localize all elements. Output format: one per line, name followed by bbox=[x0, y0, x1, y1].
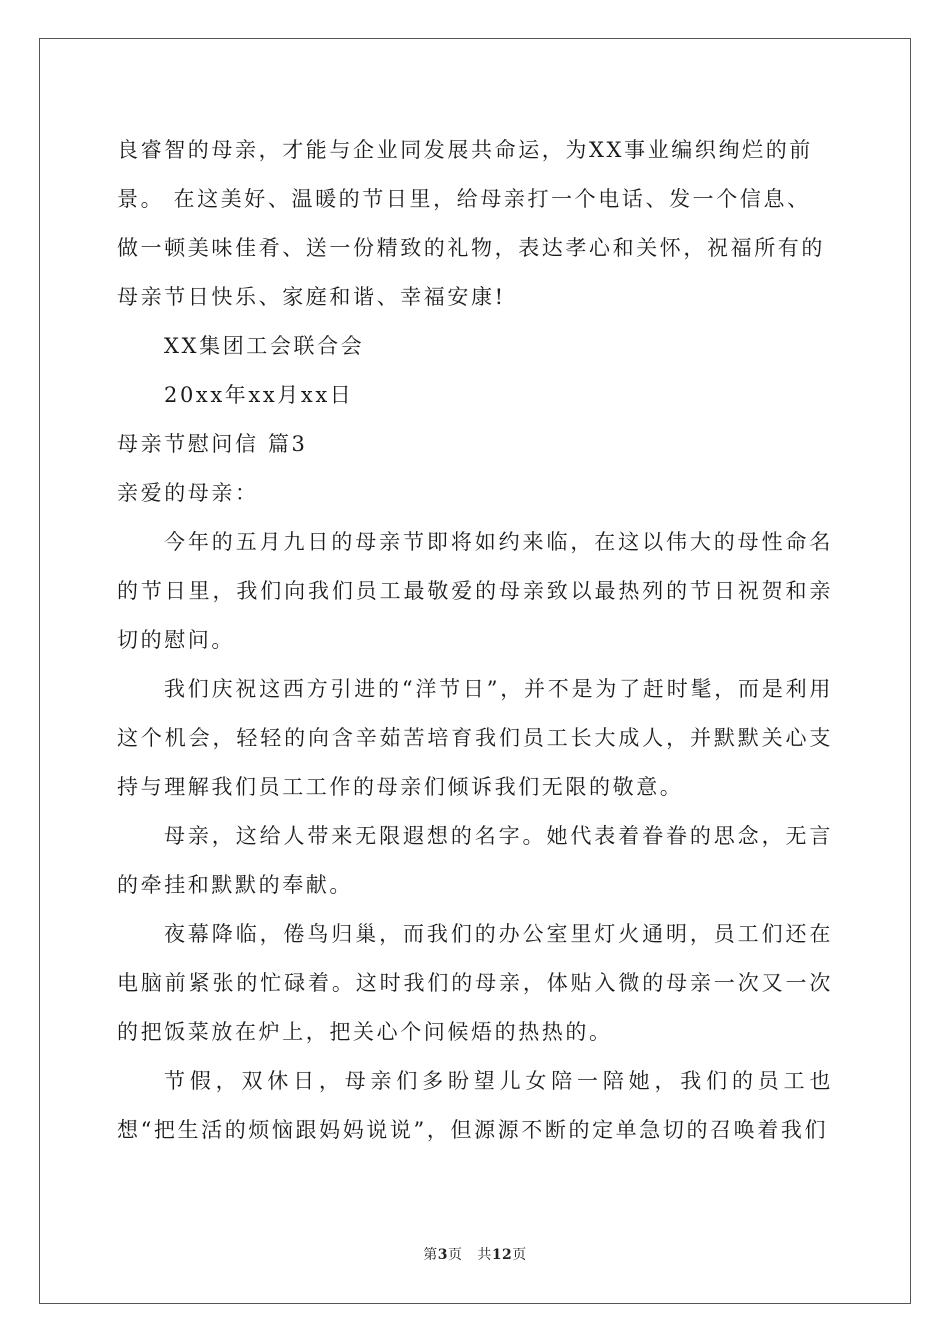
section-title: 母亲节慰问信 篇3 bbox=[117, 432, 308, 456]
paragraph-4: 夜幕降临，倦鸟归巢，而我们的办公室里灯火通明，员工们还在电脑前紧张的忙碌着。这时我们的母亲，体贴入微的母亲一次又一次的把饭菜放在炉上，把关心个问候焐的热热的。 bbox=[117, 922, 833, 1044]
paragraph-1: 今年的五月九日的母亲节即将如约来临，在这以伟大的母性命名的节日里，我们向我们员工最敬爱的母亲致以最热列的节日祝贺和亲切的慰问。 bbox=[117, 530, 833, 652]
signature-date: 20xx年xx月xx日 bbox=[164, 383, 354, 407]
signature-org: XX集团工会联合会 bbox=[164, 334, 365, 358]
page-unit: 页 bbox=[447, 1247, 463, 1263]
page-prefix: 第 bbox=[423, 1247, 438, 1263]
paragraph-5: 节假，双休日，母亲们多盼望儿女陪一陪她，我们的员工也想“把生活的烦恼跟妈妈说说”，但源源不断的定单急切的召唤着我们 bbox=[117, 1069, 833, 1142]
paragraph-3: 母亲，这给人带来无限遐想的名字。她代表着眷眷的思念，无言的牵挂和默默的奉献。 bbox=[117, 824, 833, 897]
page-number: 3 bbox=[437, 1247, 448, 1263]
total-pages: 12 bbox=[491, 1247, 513, 1263]
continuation-line-1: 良睿智的母亲，才能与企业同发展共命运，为XX事业编织绚烂的前 bbox=[117, 138, 813, 162]
document-body bbox=[117, 126, 833, 1155]
page-footer bbox=[0, 1244, 950, 1264]
paragraph-2: 我们庆祝这西方引进的“洋节日”，并不是为了赶时髦，而是利用这个机会，轻轻的向含辛茹苦培育我们员工长大成人，并默默关心支持与理解我们员工工作的母亲们倾诉我们无限的敬意。 bbox=[117, 677, 833, 799]
total-unit: 页 bbox=[512, 1247, 527, 1263]
salutation: 亲爱的母亲： bbox=[117, 481, 259, 505]
continuation-line-4: 母亲节日快乐、家庭和谐、幸福安康! bbox=[117, 285, 506, 309]
continuation-line-2: 景。 在这美好、温暖的节日里，给母亲打一个电话、发一个信息、 bbox=[117, 187, 811, 211]
continuation-line-3: 做一顿美味佳肴、送一份精致的礼物，表达孝心和关怀，祝福所有的 bbox=[117, 236, 825, 260]
total-prefix: 共 bbox=[477, 1247, 492, 1263]
